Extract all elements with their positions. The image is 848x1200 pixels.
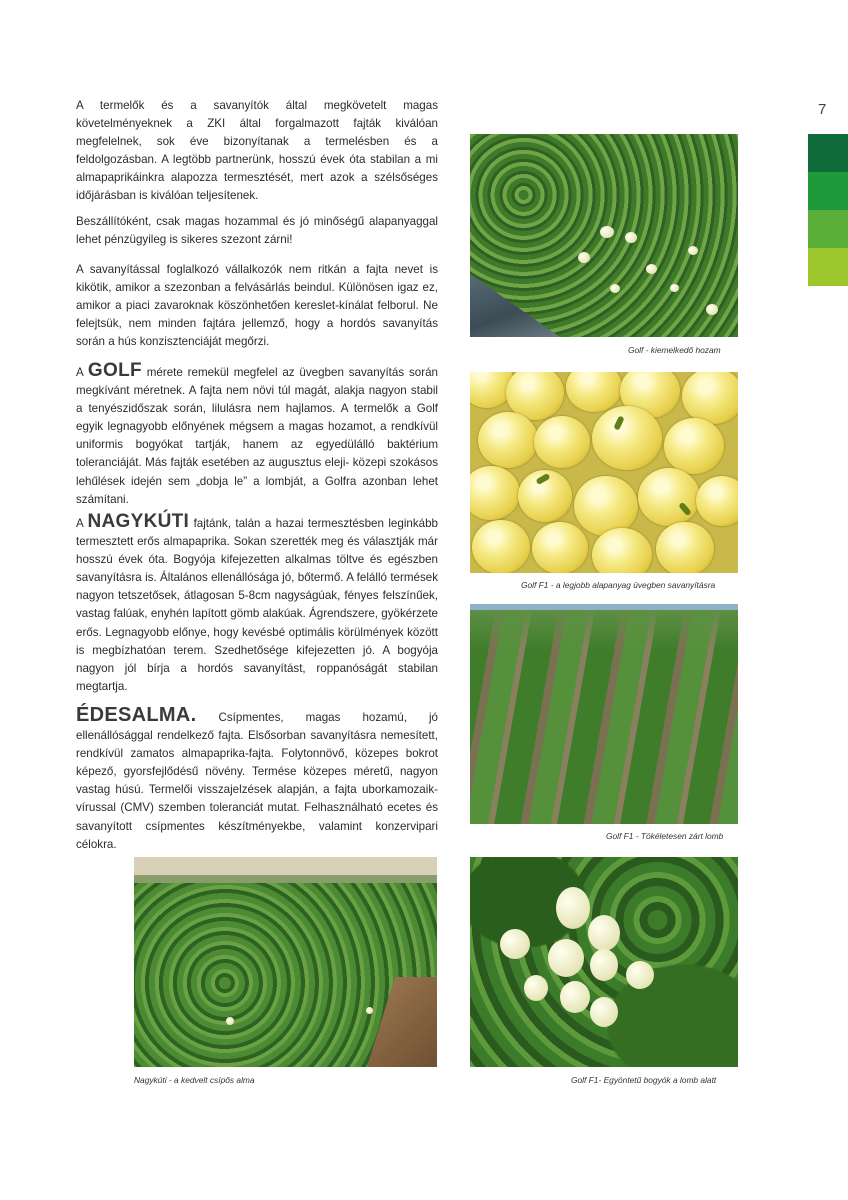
photo-golf-rows — [470, 604, 738, 824]
pepper — [472, 520, 530, 573]
golf-paragraph — [76, 362, 438, 509]
edesalma-text: Csípmentes, magas hozamú, jó ellenállósággal rendelkező fajta. Elsősorban savanyításra nemesített, rendkívül zamatos almapaprika-fajta. Folytonnövő, közepes bokrot képező, gyorsfejlődésű növény. Termése közepes méretű, nagyon vastag húsú. Termelői visszajelzések alapján, a fajta uborkamozaik-vírussal (CMV) szemben toleranciát mutat. Felhasználható ecetes és savanyított csípmentes készítményekbe, valamint konzervipari célokra. — [76, 711, 438, 851]
dirt-patch — [367, 977, 437, 1067]
golf-heading: GOLF — [87, 360, 142, 381]
photo-golf-field — [470, 134, 738, 337]
edesalma-heading: ÉDESALMA. — [76, 704, 197, 726]
field-horizon — [470, 610, 738, 650]
photo-golf-peppers — [470, 372, 738, 573]
pepper — [664, 418, 724, 474]
pepper-fruit — [226, 1017, 234, 1025]
pepper — [592, 406, 662, 470]
pepper — [682, 372, 738, 424]
caption-photo5: Golf F1- Egyöntetű bogyók a lomb alatt — [571, 1075, 717, 1085]
caption-photo3: Golf F1 - Tökéletesen zárt lomb — [606, 831, 724, 841]
pepper-fruit — [560, 981, 590, 1013]
pepper — [534, 416, 590, 468]
pepper-fruit — [600, 226, 614, 238]
pepper — [566, 372, 622, 412]
nagykuti-prefix: A — [76, 517, 84, 530]
pickling-paragraph: A savanyítással foglalkozó vállalkozók nem ritkán a fajta nevet is kikötik, amikor a szezonban a felvásárlás beindul. Különösen igaz ez, amikor a piaci zavaroknak köszönhetően kereslet-kínálat felborul. Ne felejtsük, nem minden fajtára jellemző, hogy a hordós savanyítás során a hús konzisztenciáját megőrzi. — [76, 263, 438, 349]
section-tab-1 — [808, 134, 848, 172]
pepper-fruit — [578, 252, 590, 263]
pepper-fruit — [646, 264, 657, 274]
nagykuti-text: fajtánk, talán a hazai termesztésben leginkább termesztett erős almapaprika. Sokan szerették meg és választják már hosszú évek óta. Bogyója kifejezetten alkalmas töltve és egészben savanyításra is. Általános ellenállósága jó, bőtermő. A felálló termések nagyon tetszetősek, átlagosan 5-8cm nagyságúak, fényes felszínűek, vastag falúak, enyhén lapított gömb alakúak. Ágrendszere, gyökérzete erős. Legnagyobb előnye, hogy kevésbé optimális körülmények között is megbízhatóan terem. Szedhetősége kifejezetten jó. A bogyója nagyon jól bírja a hordós savanyítást, roppanóságát stabilan megtartja. — [76, 517, 438, 693]
pepper-fruit — [626, 961, 654, 989]
pepper — [638, 468, 700, 526]
section-tab-2 — [808, 172, 848, 210]
caption-photo2: Golf F1 - a legjobb alapanyag üvegben savanyításra — [521, 580, 716, 590]
nagykuti-heading: NAGYKÚTI — [87, 511, 190, 532]
pepper-fruit — [500, 929, 530, 959]
pepper-fruit — [688, 246, 698, 255]
pepper-fruit — [625, 232, 637, 243]
pepper — [478, 412, 538, 468]
pepper — [532, 522, 588, 573]
golf-text: mérete remekül megfelel az üvegben savanyítás során megkívánt méretnek. A fajta nem növi túl magát, alakja nagyon stabil a tenyészidőszak során, lilulásra nem hajlamos. A termelők a Golf egyik legnagyobb előnyének mégsem a magas hozamot, a rendkívül uniformis bogyókat tartják, hanem az egyedülálló baktérium toleranciáját. Más fajták esetében az augusztus eleji- közepi szokásos lehűlések idején sem „dobja le” a lombját, a Golfra azonban lehet számítani. — [76, 366, 438, 506]
pepper-fruit — [590, 997, 618, 1027]
supplier-paragraph: Beszállítóként, csak magas hozammal és jó minőségű alapanyaggal lehet pénzügyileg is sikeres szezont zárni! — [76, 215, 438, 247]
nagykuti-paragraph — [76, 513, 438, 696]
edesalma-paragraph — [76, 706, 438, 854]
photo-golf-closeup — [470, 857, 738, 1067]
pepper-fruit — [706, 304, 718, 315]
soil-strip — [470, 267, 560, 337]
pepper — [696, 476, 738, 526]
caption-photo4: Nagykúti - a kedvelt csípős alma — [134, 1075, 255, 1085]
pepper — [574, 476, 638, 536]
pepper-fruit — [524, 975, 548, 1001]
pepper-fruit — [556, 887, 590, 929]
section-tab-4 — [808, 248, 848, 286]
pepper — [592, 528, 652, 573]
caption-photo1: Golf - kiemelkedő hozam — [628, 345, 721, 355]
golf-prefix: A — [76, 366, 84, 379]
pepper-fruit — [588, 915, 620, 951]
page-number: 7 — [818, 101, 827, 118]
pepper — [470, 466, 520, 520]
pepper-fruit — [548, 939, 584, 977]
pepper-fruit — [670, 284, 679, 292]
pepper-fruit — [366, 1007, 373, 1014]
pepper — [656, 522, 714, 573]
intro-paragraph: A termelők és a savanyítók által megkövetelt magas követelményeknek a ZKI által forgalmazott fajták kiválóan megfelelnek, sok éve bizonyítanak a termelésben és a feldolgozásban. A legtöbb partnerünk, hosszú évek óta stabilan a mi almapaprikáinkra alapozza termesztését, mert azok a szélsőséges időjárásban is kiválóan teljesítenek. — [76, 99, 438, 203]
pepper-fruit — [590, 949, 618, 981]
pepper-fruit — [610, 284, 620, 293]
section-tab-3 — [808, 210, 848, 248]
photo-nagykuti-field — [134, 857, 437, 1067]
